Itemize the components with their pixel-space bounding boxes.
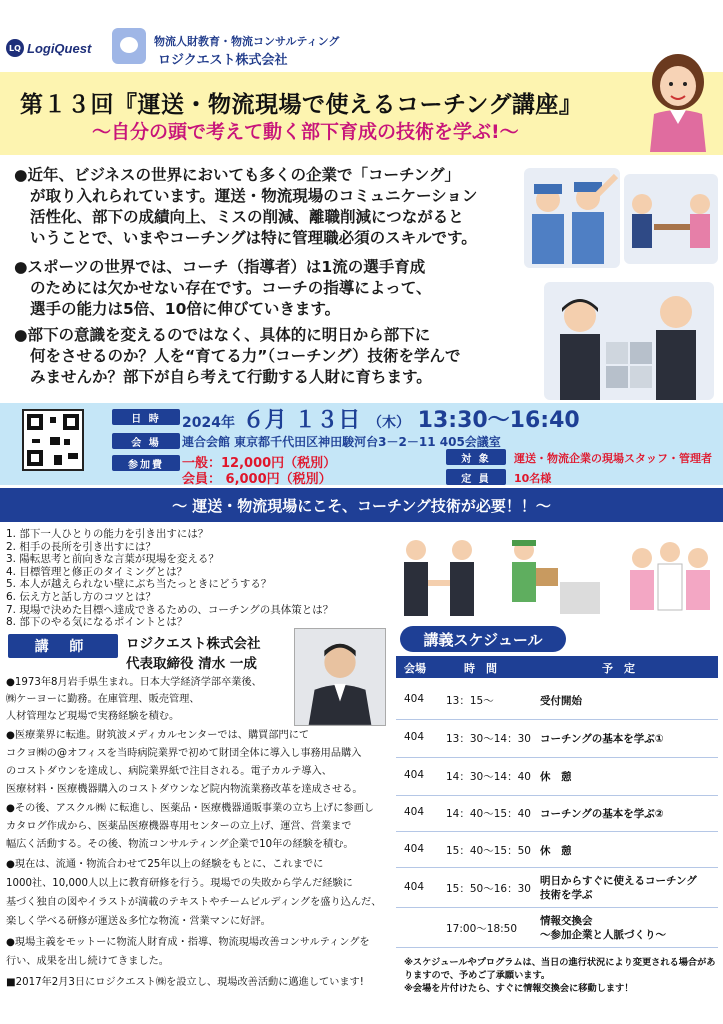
venue-label: 会 場 [112, 433, 180, 449]
venue-text: 連合会館 東京都千代田区神田駿河台3－2－11 405会議室 [182, 435, 501, 449]
instructor-name: 代表取締役 清水 一成 [126, 656, 257, 672]
section-header: ～ 運送・物流現場にこそ、コーチング技術が必要！！～ [0, 488, 723, 522]
intro-line: ●近年、ビジネスの世界においても多くの企業で「コーチング」 [14, 166, 460, 184]
intro-paragraph-3 [14, 325, 461, 388]
event-date [182, 403, 580, 434]
bio-line: 医療材料・医療機器購入のコストダウンなど院内物流業務改革を達成させる。 [6, 784, 363, 795]
date-label: 日 時 [112, 409, 180, 425]
list-item: 4. 目標管理と修正のタイミングとは？ [6, 565, 188, 578]
bio-line: ■2017年2月3日にロジクエスト㈱を設立し、現場改善活動に邁進しています! [6, 977, 364, 988]
row-time: 17:00～18:50 [446, 923, 518, 935]
row-time: 15：50～16：30 [446, 883, 531, 895]
row-room: 404 [404, 806, 425, 818]
intro-paragraph-1 [14, 165, 477, 249]
date-year: 2024年 [182, 415, 235, 431]
list-item: 7. 現場で決めた目標へ達成できるための、コーチングの具体策とは？ [6, 603, 334, 616]
row-room: 404 [404, 881, 425, 893]
row-item: コーチングの基本を学ぶ② [540, 808, 664, 820]
fee-label: 参加費 [112, 455, 180, 471]
page-title: 第１３回『運送・物流現場で使えるコーチング講座』 [20, 92, 583, 118]
bio-line: ●現場主義をモットーに物流人財育成・指導、物流現場改善コンサルティングを [6, 937, 370, 948]
schedule-row [396, 758, 718, 796]
row-time: 13：15～ [446, 695, 494, 707]
note-line: りますので、予めご了承願います。 [404, 970, 551, 981]
list-item: 6. 伝え方と話し方のコツとは？ [6, 590, 156, 603]
bio-line: 基づく独自の図やイラストが満載のテキストやチームビルディングを盛り込んだ、 [6, 897, 382, 908]
intro-line: ●部下の意識を変えるのではなく、具体的に明日から部下に [14, 326, 431, 344]
intro-line: 何をさせるのか？人を“育てる力”（コーチング）技術を学んで [30, 347, 461, 365]
row-room: 404 [404, 769, 425, 781]
bio-line: 人材管理など現場で実務経験を積む。 [6, 711, 180, 722]
schedule-notes [404, 956, 715, 995]
intro-line: みませんか？部下が自ら考えて行動する人財に育ちます。 [30, 368, 432, 386]
date-weekday: （木） [367, 415, 410, 431]
target-value: 運送・物流企業の現場スタッフ・管理者 [514, 452, 712, 465]
list-item: 2. 相手の長所を引き出すには？ [6, 540, 156, 553]
bio-line: ㈱ケーヨーに勤務。在庫管理、販売管理、 [6, 694, 200, 705]
row-item-2: 技術を学ぶ [540, 889, 593, 901]
list-item: 3. 陽転思考と前向きな言葉が現場を変える？ [6, 553, 219, 566]
bio-line: コクヨ㈱の@オフィスを当時病院業界で初めて財団全体に導入し事務用品購入 [6, 748, 362, 759]
note-line: ※スケジュールやプログラムは、当日の進行状況により変更される場合があ [404, 957, 716, 968]
row-time: 15：40～15：50 [446, 845, 531, 857]
schedule-row [396, 868, 718, 908]
bio-line: 1000社、10,000人以上に教育研修を行う。現場での失敗から学んだ経験に [6, 878, 353, 889]
presenter-woman-illustration [640, 52, 716, 152]
bio-line: ●現在は、流通・物流合わせて25年以上の経験をもとに、これまでに [6, 859, 324, 870]
instructor-company: ロジクエスト株式会社 [126, 636, 261, 652]
header-time: 時 間 [464, 662, 497, 675]
logiquest-logo [6, 35, 106, 61]
mascot-icon [112, 28, 146, 64]
schedule-row [396, 832, 718, 868]
date-time: 13:30～16:40 [417, 408, 580, 433]
target-label: 対 象 [446, 449, 506, 465]
intro-line: 活性化、部下の成績向上、ミスの削減、離職削減につながると [30, 208, 464, 226]
row-room: 404 [404, 843, 425, 855]
row-item: コーチングの基本を学ぶ① [540, 733, 664, 745]
row-time: 13：30～14：30 [446, 733, 531, 745]
bio-line: のコストダウンを達成し、病院業界紙で注目される。電子カルテ導入、 [6, 766, 332, 777]
bio-line: ●その後、アスクル㈱ に転進し、医薬品・医療機器通販事業の立ち上げに参画し [6, 803, 374, 814]
row-item: 休 憩 [540, 771, 572, 783]
puzzle-business-illustration [544, 282, 714, 400]
company-name: ロジクエスト株式会社 [158, 53, 288, 68]
row-item-2: ～参加企業と人脈づくり～ [540, 929, 666, 941]
bio-line: 行い、成果を出し続けてきました。 [6, 956, 169, 967]
list-item: 5. 本人が越えられない壁にぶち当たっときにどうする？ [6, 578, 272, 591]
date-month-day: ６月 １３日 [242, 408, 361, 433]
note-line: ※会場を片付けたら、すぐに情報交換会に移動します！ [404, 983, 634, 994]
list-item: 1. 部下一人ひとりの能力を引き出すには？ [6, 528, 209, 540]
intro-paragraph-2 [14, 257, 431, 320]
logo-text: LogiQuest [27, 40, 92, 56]
schedule-header-row [396, 656, 718, 678]
question-list [6, 528, 333, 629]
row-room: 404 [404, 693, 425, 705]
row-item: 明日からすぐに使えるコーチング [540, 875, 697, 887]
page-subtitle: ～自分の頭で考えて動く部下育成の技術を学ぶ!～ [92, 121, 519, 143]
bio-line: 楽しく学べる研修が運送＆多忙な物流・営業マンに好評。 [6, 916, 271, 927]
row-item: 休 憩 [540, 845, 572, 857]
instructor-label: 講 師 [8, 634, 118, 658]
team-illustration [620, 528, 718, 620]
row-time: 14：30～14：40 [446, 771, 531, 783]
delivery-workers-illustration [494, 528, 604, 620]
bio-line: ●1973年8月岩手県生まれ。日本大学経済学部卒業後、 [6, 677, 262, 688]
list-item: 8. 部下のやる気になるポイントとは？ [6, 616, 188, 629]
intro-line: ●スポーツの世界では、コーチ（指導者）は1流の選手育成 [14, 258, 426, 276]
qr-code[interactable] [22, 409, 84, 471]
capacity-value: 10名様 [514, 472, 552, 485]
intro-line: いうことで、いまやコーチングは特に管理職必須のスキルです。 [30, 229, 477, 247]
row-time: 14：40～15：40 [446, 808, 531, 820]
schedule-row [396, 796, 718, 832]
schedule-row [396, 908, 718, 948]
schedule-row [396, 680, 718, 720]
meeting-illustration [624, 174, 718, 264]
fee-general: 一般：12,000円（税別） [182, 456, 337, 471]
handshake-illustration [392, 528, 488, 620]
header-plan: 予 定 [602, 662, 635, 675]
row-item: 情報交換会 [540, 915, 593, 927]
logo-badge: LQ [6, 39, 24, 57]
intro-line: が取り入れられています。運送・物流現場のコミュニケーション [30, 187, 478, 205]
intro-line: 選手の能力は5倍、10倍に伸びていきます。 [30, 300, 341, 318]
row-item: 受付開始 [540, 695, 582, 707]
workers-illustration [524, 168, 620, 268]
intro-line: のためには欠かせない存在です。コーチの指導によって、 [30, 279, 432, 297]
capacity-label: 定 員 [446, 469, 506, 485]
fee-member: 会員： 6,000円（税別） [182, 472, 332, 487]
bio-line: カタログ作成から、医薬品医療機器専用センターの立上げ、運営、営業まで [6, 821, 352, 832]
instructor-photo [294, 628, 386, 726]
schedule-title: 講義スケジュール [400, 626, 566, 652]
bio-line: 幅広く活動する。その後、物流コンサルティング企業で10年の経験を積む。 [6, 839, 354, 850]
row-room: 404 [404, 731, 425, 743]
header-room: 会場 [404, 662, 426, 675]
tagline: 物流人財教育・物流コンサルティング [154, 35, 340, 48]
schedule-row [396, 720, 718, 758]
bio-line: ●医療業界に転進。財筑波メディカルセンターでは、購買部門にて [6, 730, 310, 741]
